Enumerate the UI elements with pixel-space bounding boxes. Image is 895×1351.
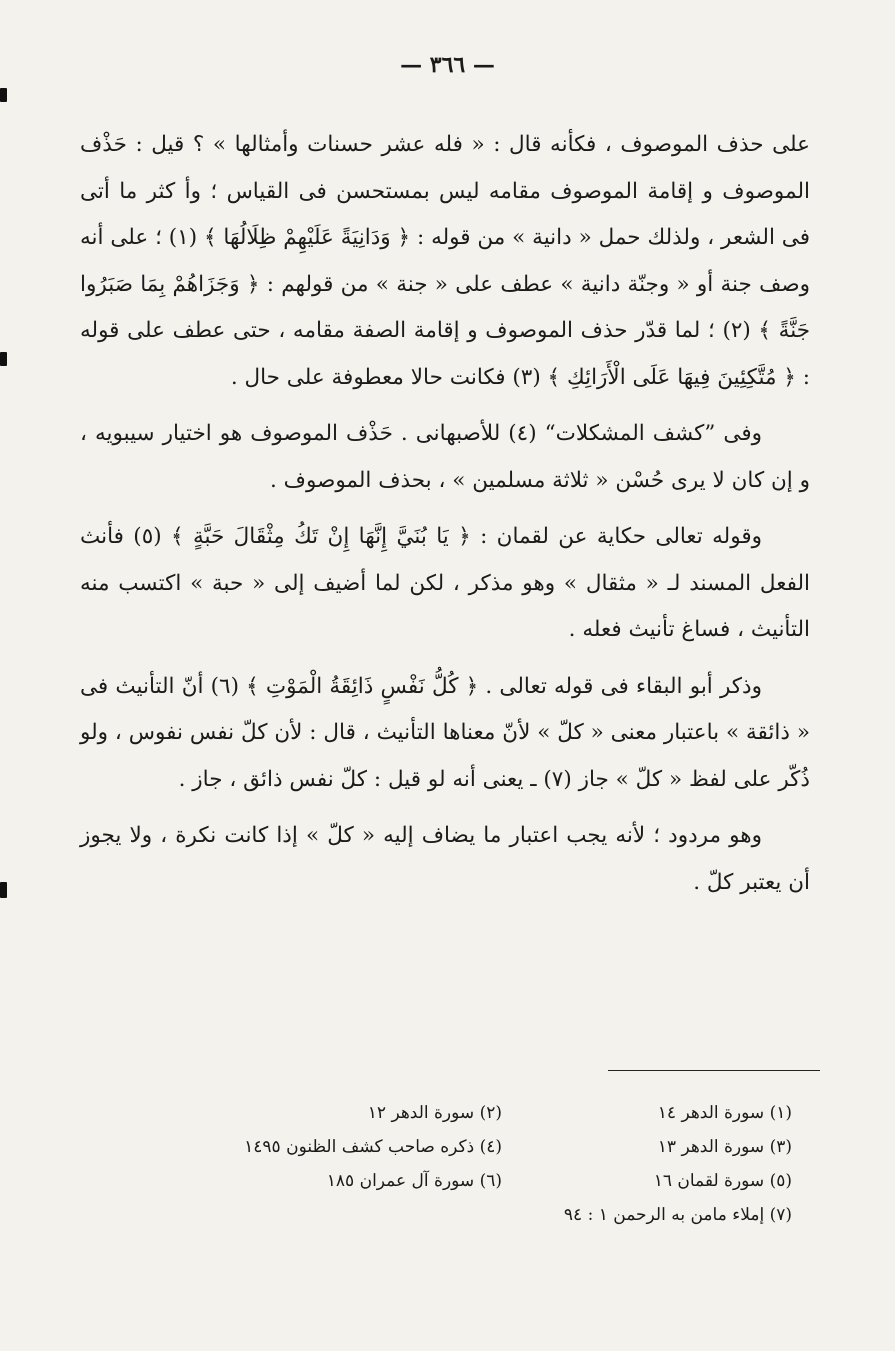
paragraph-1: على حذف الموصوف ، فكأنه قال : « فله عشر حسنات وأمثالها » ؟ قيل : حَذْف الموصوف و إقامة الموصوف مقامه ليس بمستحسن فى القياس ؛ وأ كثر ما أتى فى الشعر ، ولذلك حمل « دانية » من قوله : ﴿ وَدَانِيَةً عَلَيْهِمْ ظِلَالُهَا ﴾ (١) ؛ على أنه وصف جنة أو « وجنّة دانية » عطف على « جنة » من قولهم : ﴿ وَجَزَاهُمْ بِمَا صَبَرُوا جَنَّةً ﴾ (٢) ؛ لما قدّر حذف الموصوف و إقامة الصفة مقامه ، حتى عطف على قوله : ﴿ مُتَّكِئِينَ فِيهَا عَلَى الْأَرَائِكِ ﴾ (٣) فكانت حالا معطوفة على حال . — [80, 132, 810, 390]
footnote-row — [180, 1164, 792, 1198]
footnote-divider — [608, 1070, 820, 1071]
paragraph-2: وفى ”كشف المشكلات“ (٤) للأصبهانى . حَذْف الموصوف هو اختيار سيبويه ، و إن كان لا يرى حُسْن « ثلاثة مسلمين » ، بحذف الموصوف . — [80, 421, 810, 493]
paragraph-4: وذكر أبو البقاء فى قوله تعالى . ﴿ كُلُّ نَفْسٍ ذَائِقَةُ الْمَوْتِ ﴾ (٦) أنّ التأنيث فى « ذائقة » باعتبار معنى « كلّ » لأنّ معناها التأنيث ، قال : لأن كلّ نفس نفوس ، ولو ذُكّر على لفظ « كلّ » جاز (٧) ـ يعنى أنه لو قيل : كلّ نفس ذائق ، جاز . — [80, 673, 810, 792]
footnotes — [180, 1096, 792, 1232]
footnote-empty — [180, 1198, 502, 1232]
footnote-6: (٦) سورة آل عمران ١٨٥ — [326, 1171, 502, 1191]
footnote-5: (٥) سورة لقمان ١٦ — [653, 1171, 792, 1191]
footnote-4: (٤) ذكره صاحب كشف الظنون ١٤٩٥ — [244, 1137, 502, 1157]
footnote-row — [180, 1130, 792, 1164]
footnote-row — [180, 1198, 792, 1232]
margin-mark-top — [0, 88, 7, 102]
margin-mark-middle — [0, 352, 7, 366]
body-text — [80, 122, 810, 906]
margin-mark-bottom — [0, 882, 7, 898]
footnote-row — [180, 1096, 792, 1130]
paragraph-3: وقوله تعالى حكاية عن لقمان : ﴿ يَا بُنَيَّ إِنَّهَا إِنْ تَكُ مِثْقَالَ حَبَّةٍ ﴾ (٥) فأنث الفعل المسند لـ « مثقال » وهو مذكر ، لكن لما أضيف إلى « حبة » اكتسب منه التأنيث ، فساغ تأنيث فعله . — [80, 524, 810, 642]
footnote-2: (٢) سورة الدهر ١٢ — [367, 1103, 502, 1123]
page-number: — ٣٦٦ — — [400, 52, 495, 78]
footnote-1: (١) سورة الدهر ١٤ — [657, 1103, 792, 1123]
paragraph-5: وهو مردود ؛ لأنه يجب اعتبار ما يضاف إليه « كلّ » إذا كانت نكرة ، ولا يجوز أن يعتبر كلّ . — [80, 823, 810, 895]
footnote-7: (٧) إملاء مامن به الرحمن ١ : ٩٤ — [563, 1205, 792, 1225]
footnote-3: (٣) سورة الدهر ١٣ — [657, 1137, 792, 1157]
